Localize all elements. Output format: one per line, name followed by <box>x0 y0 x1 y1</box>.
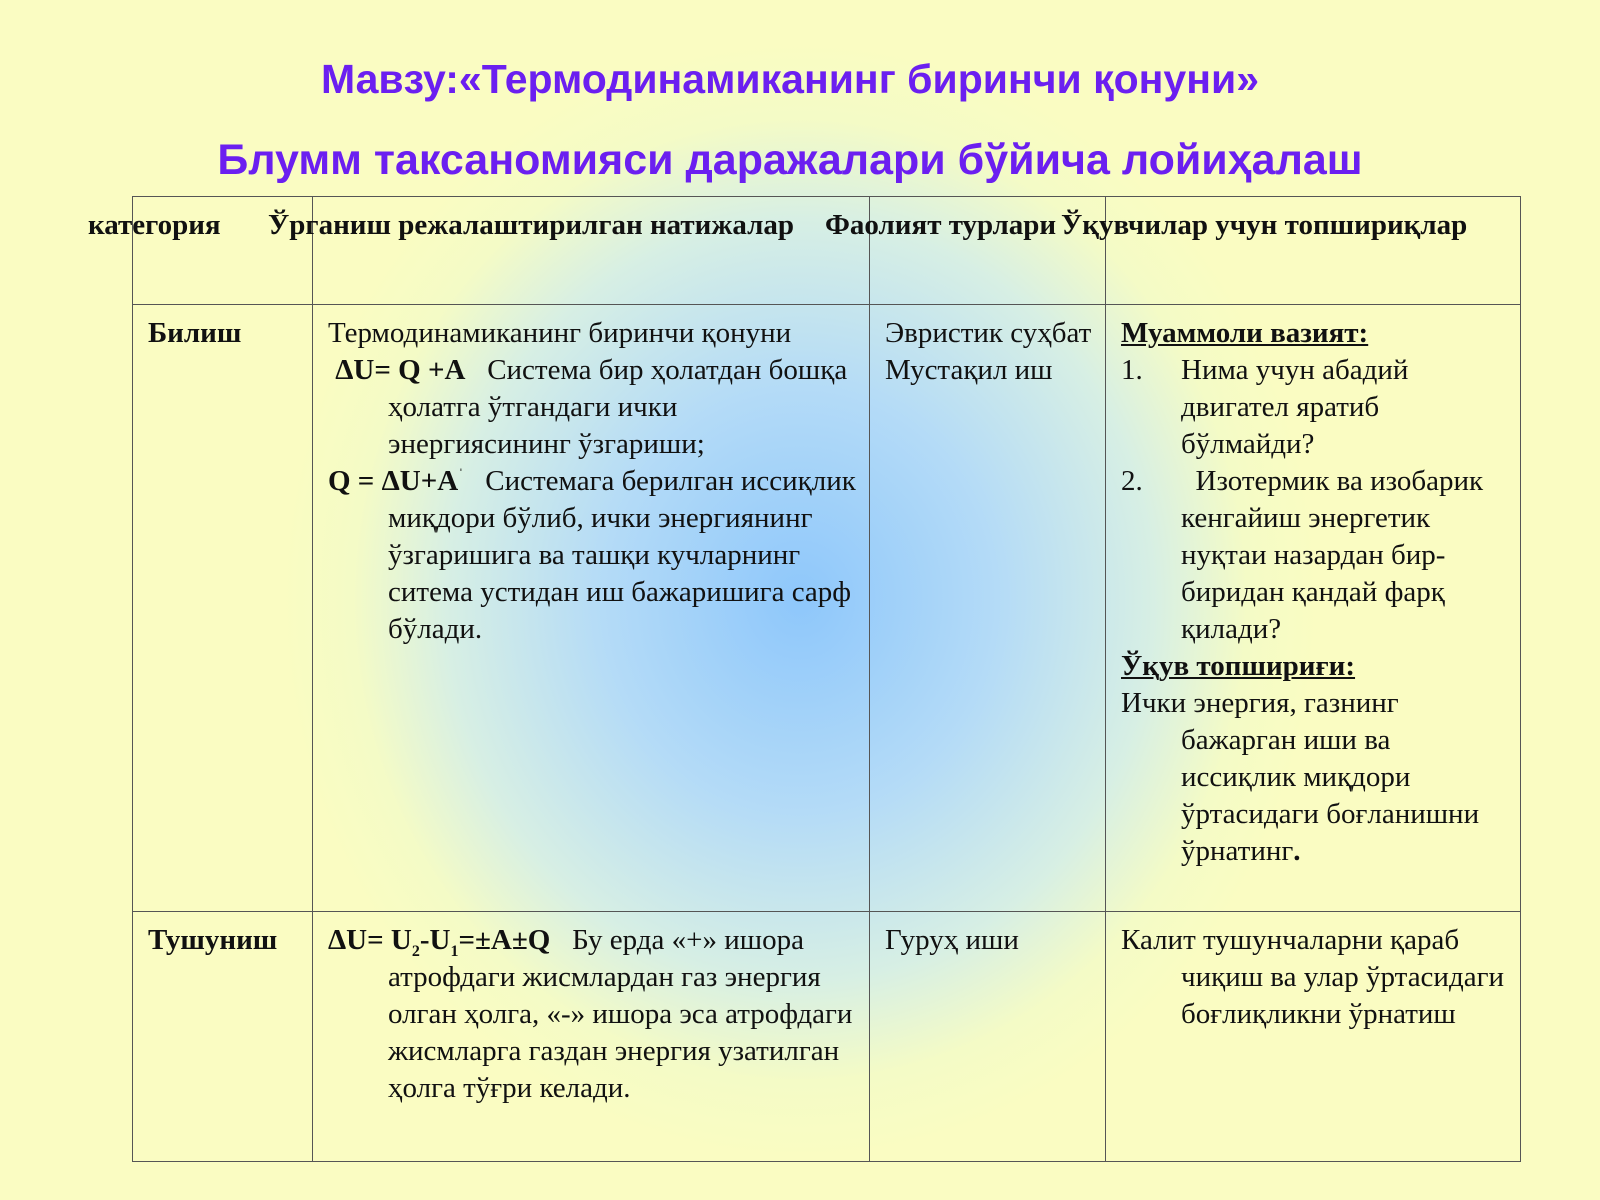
row-outcomes-cell <box>313 305 870 912</box>
list-item-text: Нима учун абадий двигател яратиб бўлмайди? <box>1181 354 1409 460</box>
subscript-2: 2 <box>411 942 420 960</box>
formula-description: Бу ерда «+» ишора атрофдаги жисмлардан газ энергия олган ҳолга, «-» ишора эса атрофдаги жисмларга газдан энергия узатилган ҳолга тўғри келади. <box>388 924 853 1104</box>
formula-part: ΔU= U <box>328 924 412 956</box>
list-item-number: 2. <box>1121 465 1143 497</box>
task-text: Ички энергия, газнинг бажарган иши ва иссиқлик миқдори ўртасидаги боғланишни ўрнатинг <box>1121 687 1480 867</box>
outcomes-formula-block-1 <box>328 352 859 463</box>
formula-description: Система бир ҳолатдан бошқа ҳолатга ўтгандаги ички энергиясининг ўзгариши; <box>388 354 848 460</box>
row-activities-cell <box>870 305 1106 912</box>
table-header-row <box>133 197 1521 305</box>
problem-situation-heading: Муаммоли вазият: <box>1121 317 1369 349</box>
list-item <box>1121 463 1510 648</box>
header-activities: Фаолият турлари <box>870 197 1106 305</box>
row-category-cognition: Билиш <box>133 305 313 912</box>
task-text: Калит тушунчаларни қараб чиқиш ва улар ўртасидаги боғлиқликни ўрнатиш <box>1121 924 1504 1030</box>
learning-task-text <box>1121 685 1510 870</box>
page-title: Мавзу:«Термодинамиканинг биринчи қонуни» <box>320 56 1260 102</box>
outcomes-line: Термодинамиканинг биринчи қонуни <box>328 317 792 349</box>
header-outcomes: Ўрганиш режалаштирилган натижалар <box>313 197 870 305</box>
list-item-number: 1. <box>1121 354 1143 386</box>
formula-q: Q = ΔU+A <box>328 465 459 497</box>
activity-item: Эвристик суҳбат <box>885 317 1092 349</box>
header-tasks: Ўқувчилар учун топшириқлар <box>1106 197 1521 305</box>
formula-part: =±A±Q <box>458 924 551 956</box>
task-end: . <box>1293 835 1301 867</box>
table-row <box>133 305 1521 912</box>
formula-part: -U <box>419 924 451 956</box>
formula-du-u2-u1 <box>328 924 551 960</box>
table-row <box>133 912 1521 1162</box>
row-outcomes-cell <box>313 912 870 1162</box>
row-category-understanding: Тушуниш <box>133 912 313 1162</box>
list-item-text: Изотермик ва изобарик кенгайиш энергетик нуқтаи назардан бир-биридан қандай фарқ қилади? <box>1181 465 1491 645</box>
activity-item: Гуруҳ иши <box>885 924 1019 956</box>
learning-task-heading: Ўқув топшириғи: <box>1121 650 1356 682</box>
outcomes-formula-block-2 <box>328 463 859 648</box>
row-activities-cell <box>870 912 1106 1162</box>
list-item <box>1121 352 1510 463</box>
bloom-taxonomy-table <box>88 196 1521 1162</box>
row-tasks-cell <box>1106 305 1521 912</box>
formula-prime: ˈ <box>458 466 464 484</box>
subscript-1: 1 <box>450 942 459 960</box>
activity-item: Мустақил иш <box>885 354 1053 386</box>
row-tasks-cell <box>1106 912 1521 1162</box>
page-subtitle: Блумм таксаномияси даражалари бўйича лойиҳалаш <box>217 136 1363 184</box>
formula-du: ΔU= Q +A <box>335 354 466 386</box>
outcomes-formula-block <box>328 922 859 1107</box>
header-category: категория <box>133 197 313 305</box>
formula-description: Системага берилган иссиқлик миқдори бўлиб, ички энергиянинг ўзгаришига ва ташқи кучларнинг ситема устидан иш бажаришига сарф бўлади. <box>388 465 856 645</box>
